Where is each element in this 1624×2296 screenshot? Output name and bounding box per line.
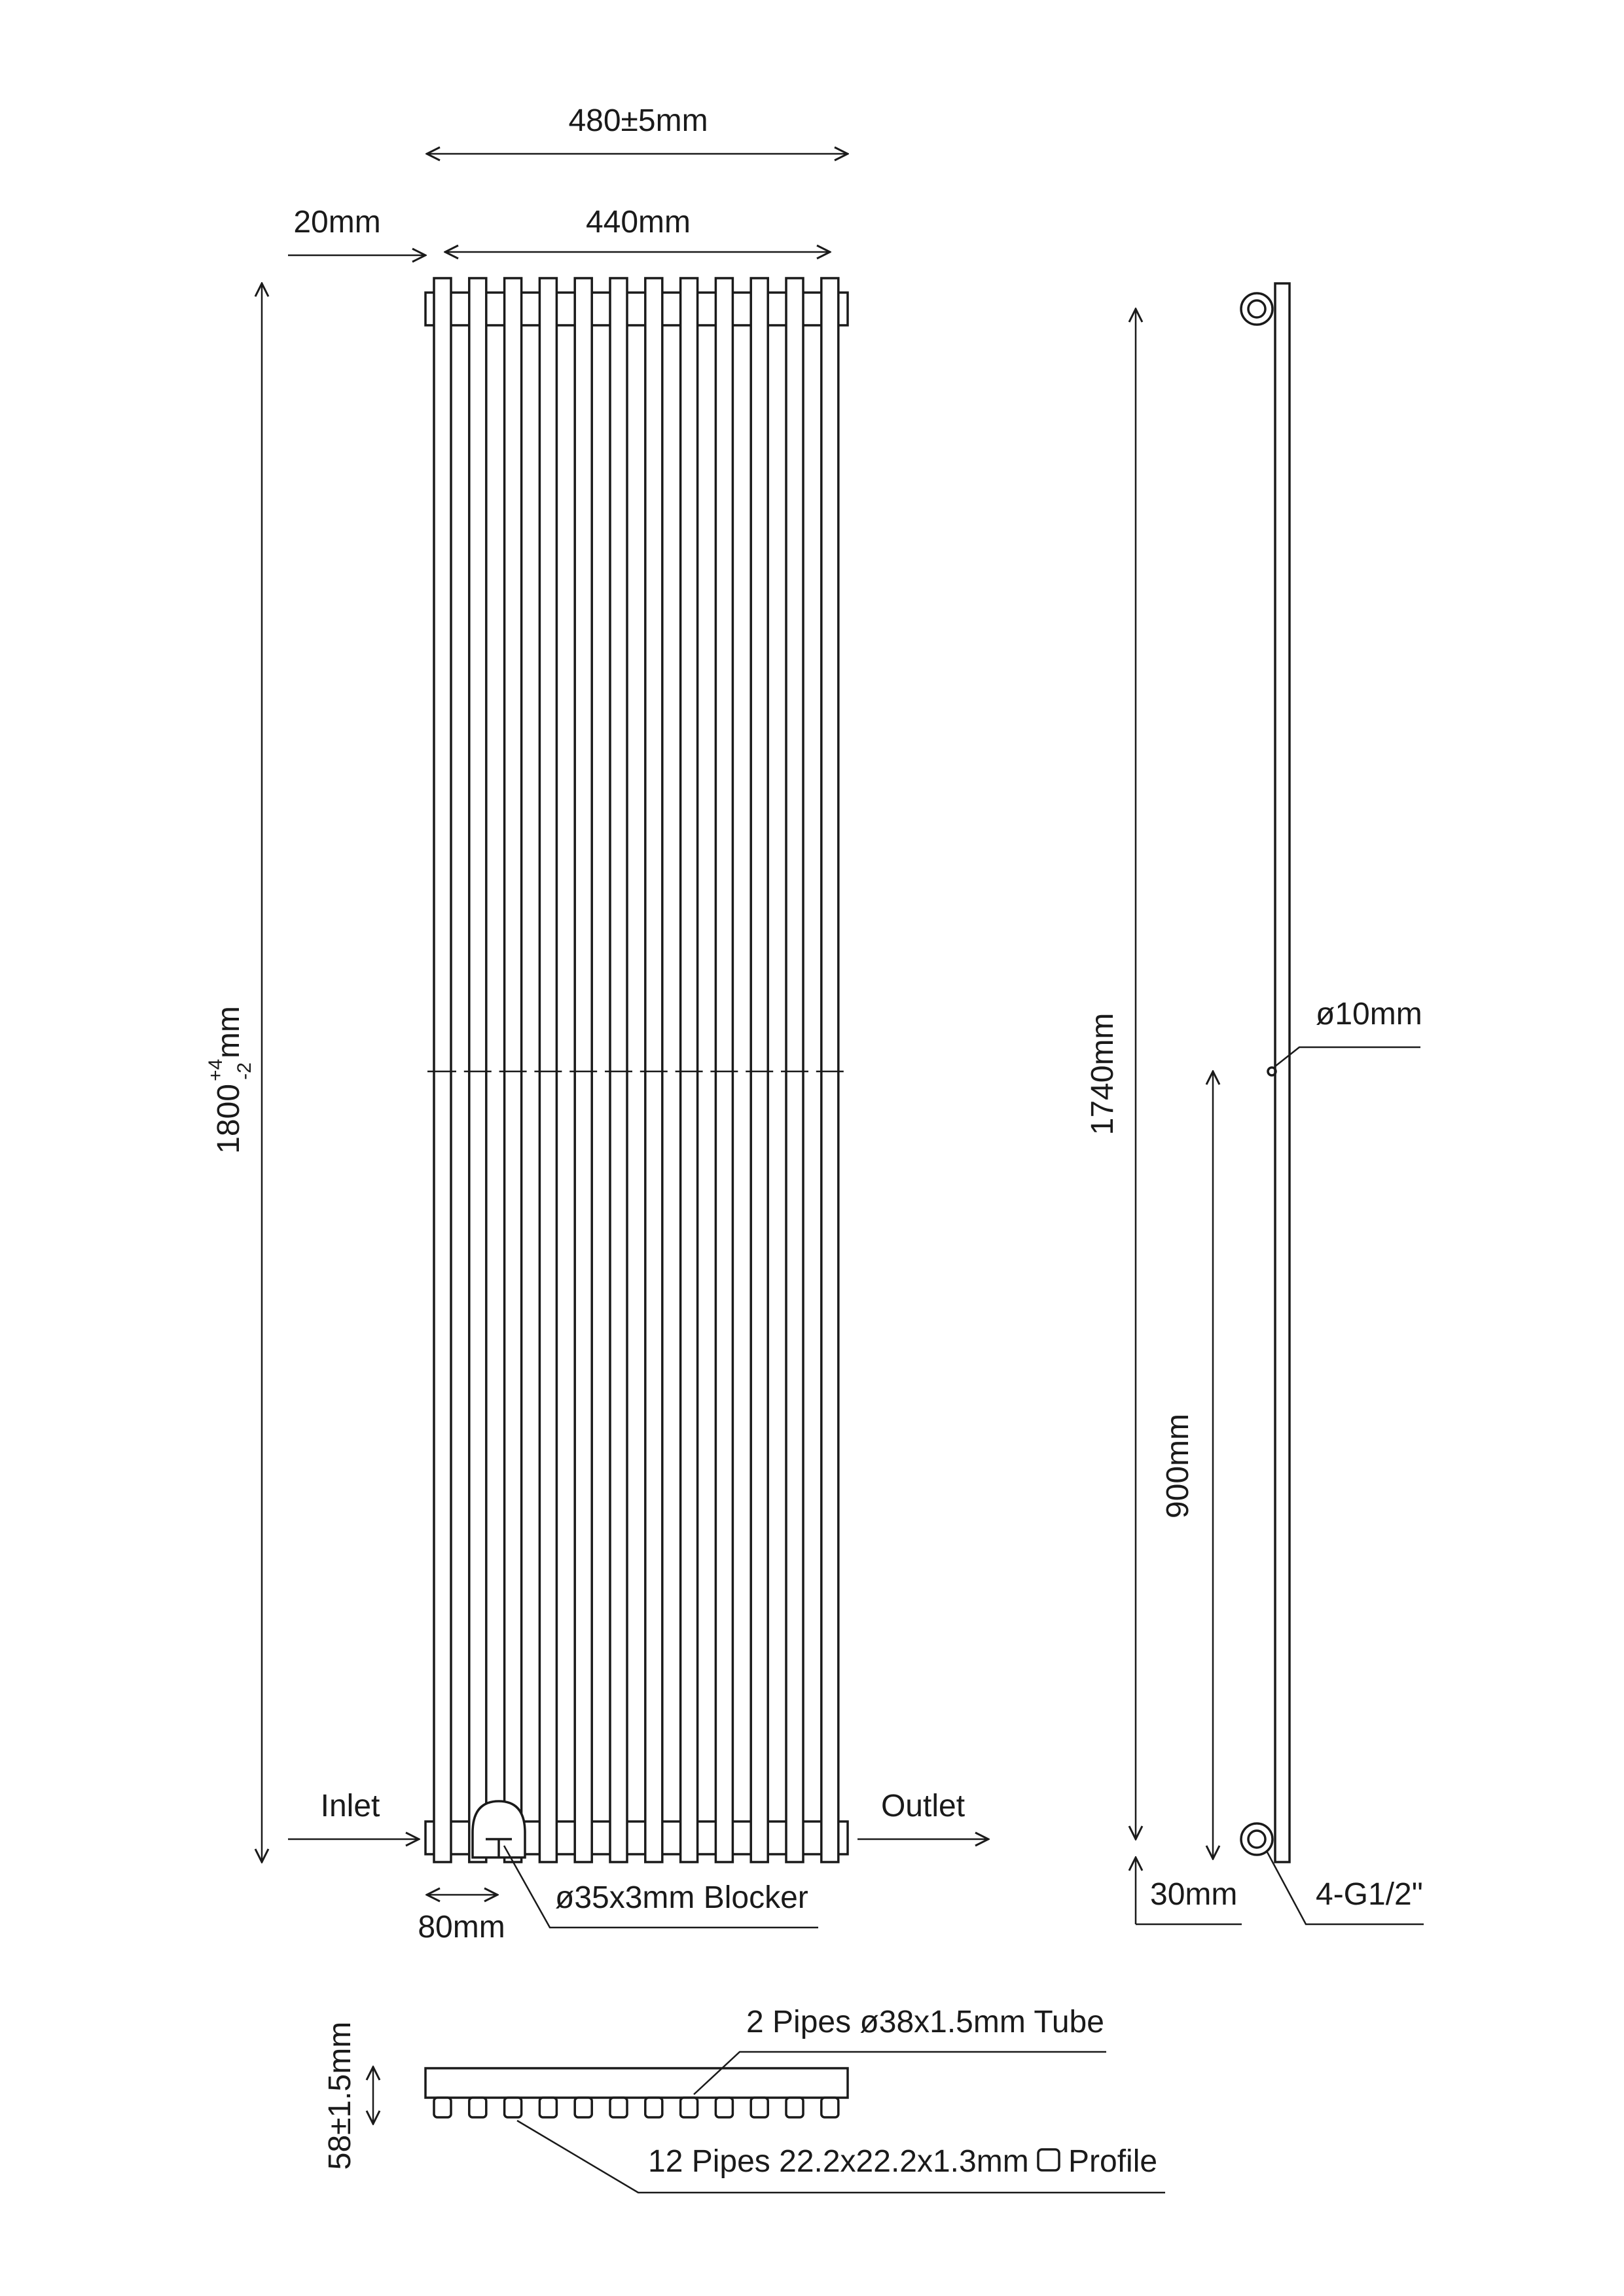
pipe-profile (539, 2098, 556, 2117)
vertical-pipe (715, 278, 732, 1862)
front-view (205, 103, 988, 1945)
pipe-profile (469, 2098, 486, 2117)
vertical-pipe (681, 278, 698, 1862)
pipe-profile (681, 2098, 698, 2117)
vertical-pipe (645, 278, 662, 1862)
vertical-pipes-label: 12 Pipes 22.2x22.2x1.3mm (648, 2144, 1029, 2179)
blocker-symbol (473, 1801, 525, 1857)
vertical-pipe (505, 278, 522, 1862)
inlet-label: Inlet (320, 1789, 380, 1823)
pipe-profile (610, 2098, 627, 2117)
bottom-bracket-circle (1241, 1823, 1272, 1855)
fixing-hole-leader-line (1274, 1047, 1420, 1067)
top-view-header (425, 2068, 848, 2098)
height-tolerance-plus: +4 (205, 1058, 226, 1082)
side-offset-label: 20mm (293, 205, 381, 240)
blocker-label: ø35x3mm Blocker (555, 1880, 808, 1915)
vertical-pipe (610, 278, 627, 1862)
pipe-profile (821, 2098, 839, 2117)
header-tubes-label: 2 Pipes ø38x1.5mm Tube (746, 2005, 1104, 2039)
outlet-label: Outlet (880, 1789, 965, 1823)
fixing-hole-label: ø10mm (1316, 997, 1422, 1031)
pipe-profile (715, 2098, 732, 2117)
overall-width-label: 480±5mm (568, 103, 708, 138)
tube-span-label: 440mm (585, 205, 691, 240)
pipe-profile (786, 2098, 803, 2117)
pipe-profile (575, 2098, 592, 2117)
height-unit: mm (211, 1006, 246, 1059)
midpoint-height-label: 900mm (1161, 1413, 1195, 1519)
height-main: 1800 (211, 1084, 246, 1154)
pipe-profile (645, 2098, 662, 2117)
blocker-offset-label: 80mm (418, 1910, 505, 1945)
profile-label: Profile (1068, 2144, 1158, 2179)
overall-height-label (205, 1006, 255, 1154)
bracket-span-label: 1740mm (1085, 1013, 1120, 1136)
depth-label: 58±1.5mm (323, 2021, 357, 2170)
top-view-pipe-profiles (434, 2098, 839, 2117)
top-view (323, 2005, 1165, 2193)
top-header-tube (425, 293, 848, 325)
pipe-profile (505, 2098, 522, 2117)
vertical-pipes (427, 278, 844, 1862)
connections-label: 4-G1/2" (1316, 1877, 1423, 1912)
vertical-pipe (751, 278, 768, 1862)
vertical-pipe (786, 278, 803, 1862)
pipe-profile (751, 2098, 768, 2117)
svg-text:1800+4-2mm (205, 1006, 255, 1154)
bottom-offset-label: 30mm (1150, 1877, 1238, 1912)
vertical-pipe (434, 278, 451, 1862)
top-bracket-circle (1241, 293, 1272, 325)
pipe-profile (434, 2098, 451, 2117)
vertical-pipe (539, 278, 556, 1862)
square-profile-icon (1038, 2149, 1059, 2170)
header-tubes-leader-line (694, 2052, 1106, 2094)
side-view (1085, 283, 1424, 1924)
vertical-pipe (575, 278, 592, 1862)
side-profile-bar (1275, 283, 1290, 1862)
height-tolerance-minus: -2 (234, 1062, 255, 1080)
vertical-pipe (821, 278, 839, 1862)
vertical-pipe (469, 278, 486, 1862)
